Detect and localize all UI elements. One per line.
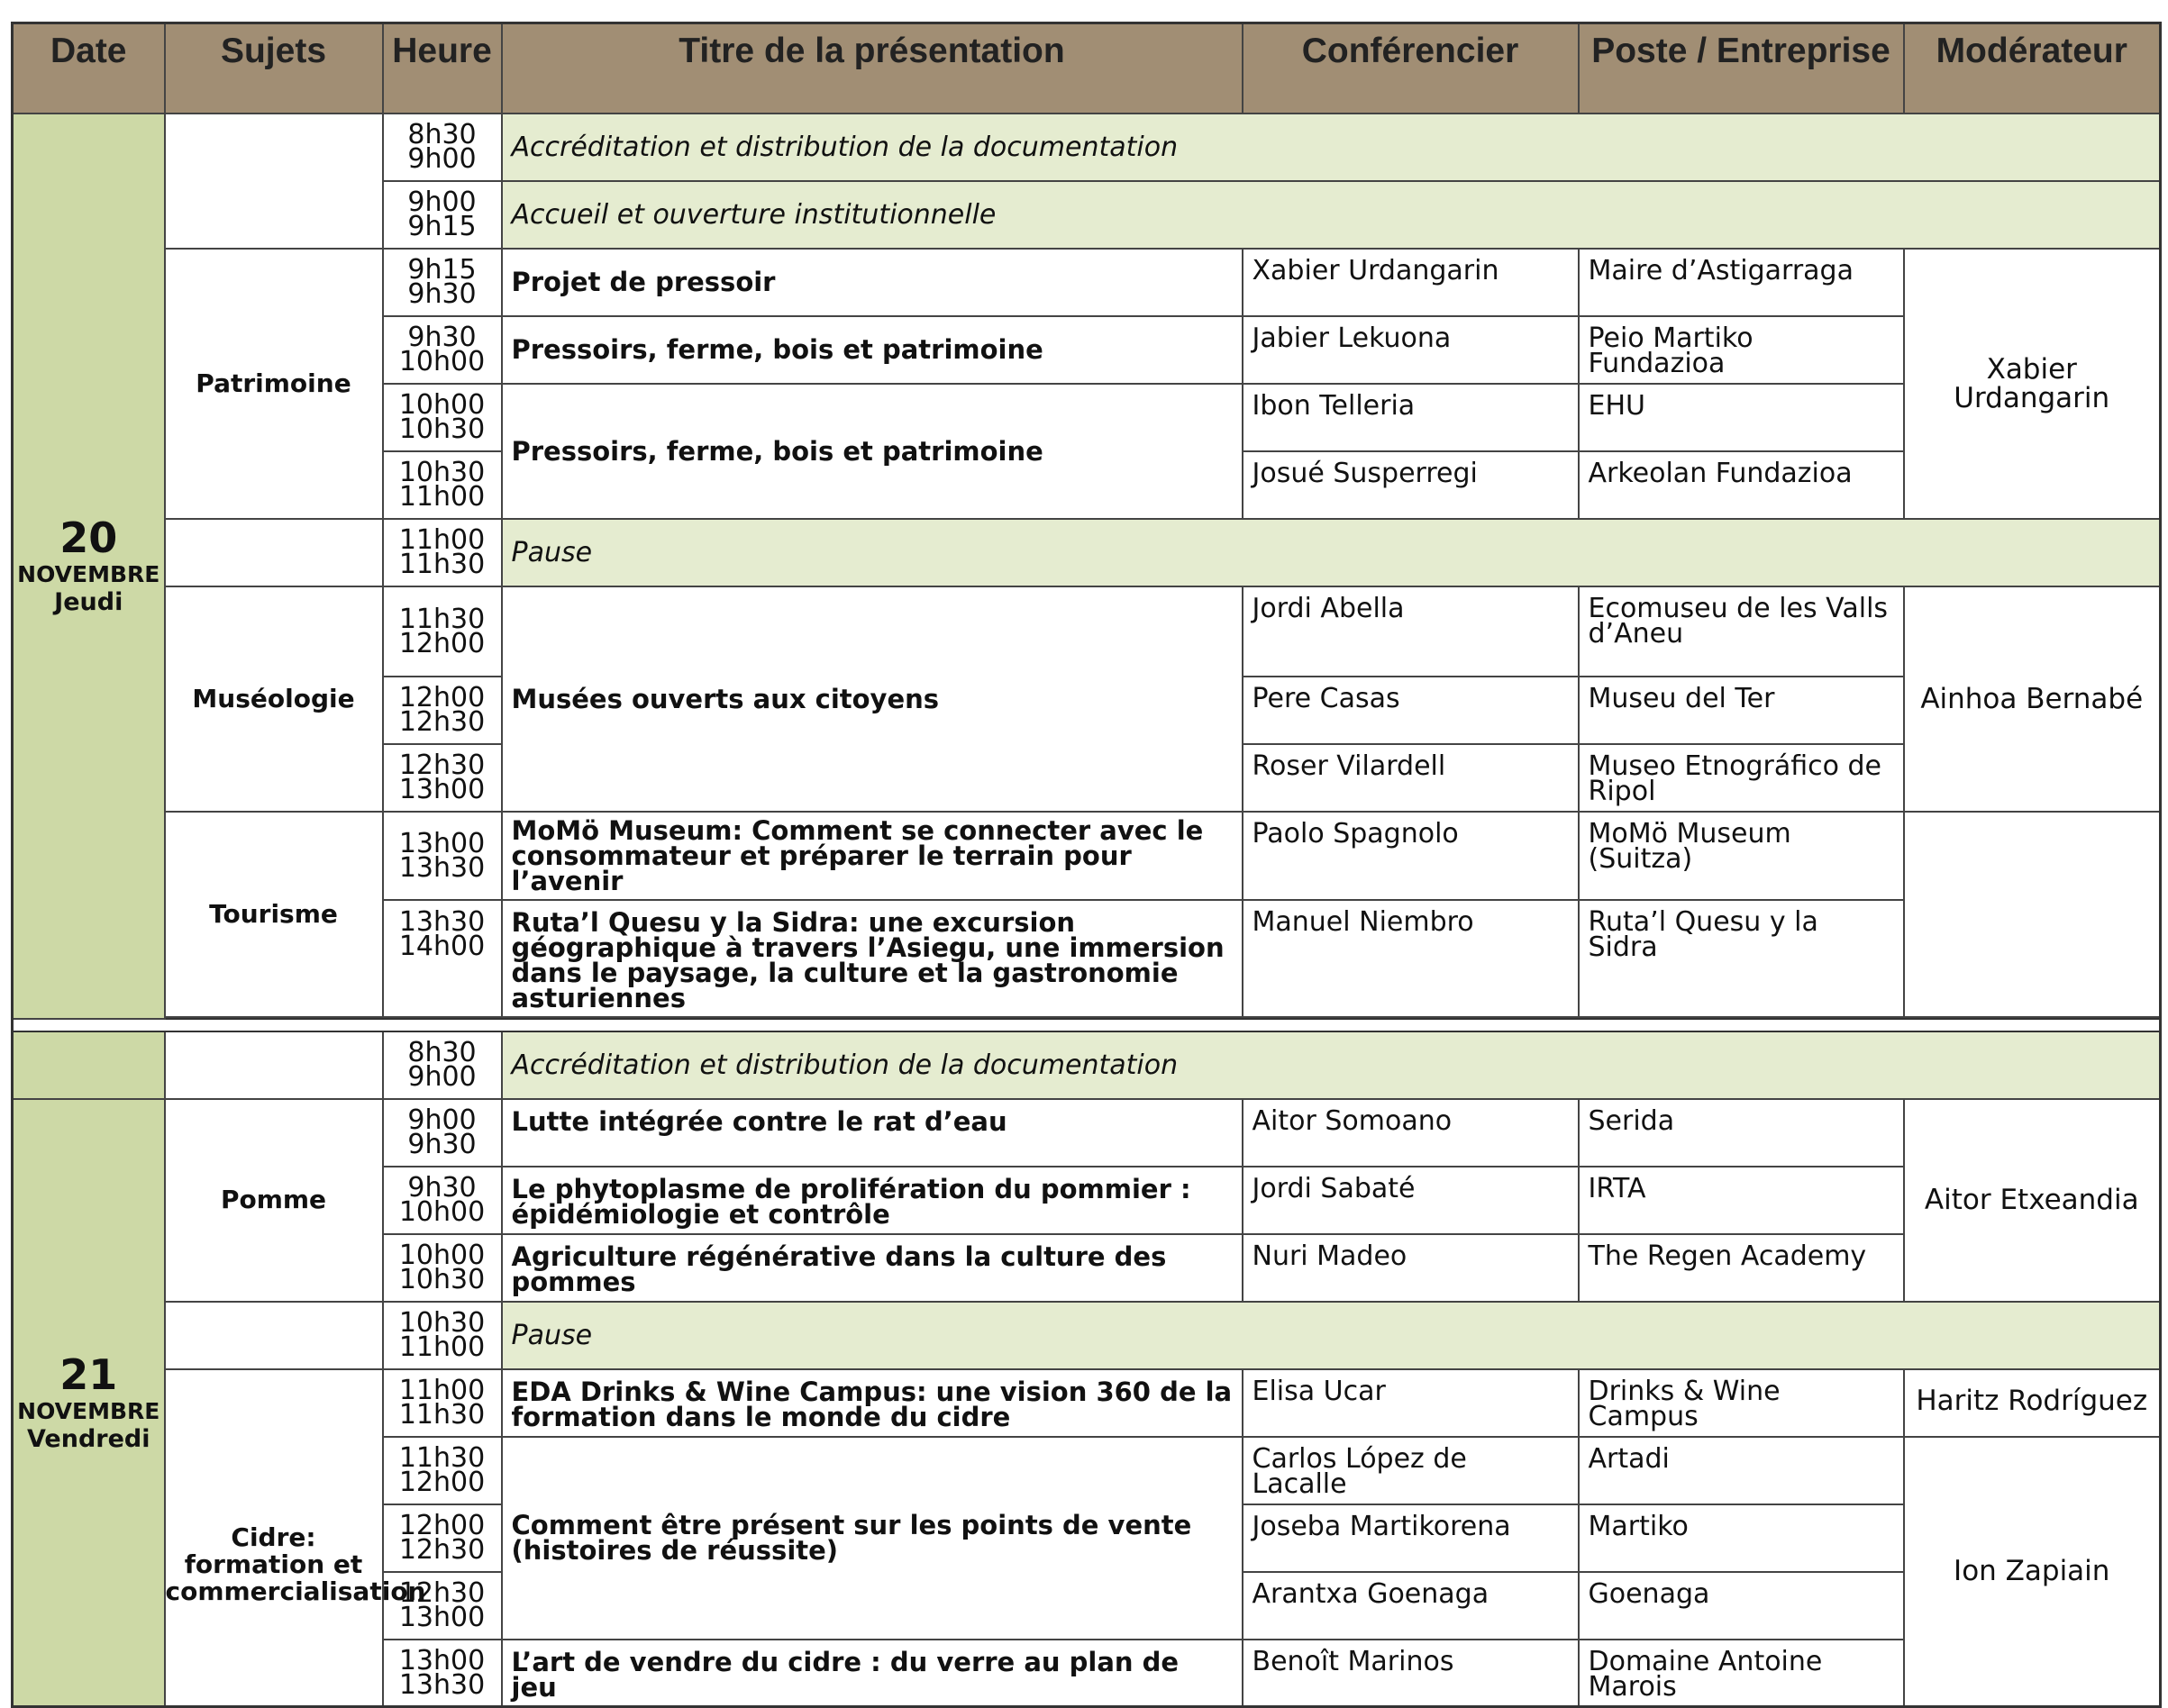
speaker-name: Nuri Madeo [1243,1234,1579,1302]
subject-empty [165,1031,383,1099]
session-title: Accréditation et distribution de la documentation [502,1031,2161,1099]
time-cell: 9h30 10h00 [383,1167,502,1234]
speaker-name: Jordi Abella [1243,586,1579,677]
time-cell: 11h00 11h30 [383,519,502,586]
time-cell: 12h00 12h30 [383,1504,502,1572]
table-row [13,1369,2161,1437]
time-cell: 9h30 10h00 [383,316,502,384]
speaker-position: Ecomuseu de les Valls d’Aneu [1579,586,1904,677]
time-cell: 12h30 13h00 [383,744,502,812]
speaker-position: Museo Etnográfico de Ripol [1579,744,1904,812]
header-date: Date [13,23,165,114]
speaker-name: Pere Casas [1243,677,1579,744]
day2-date-cell [13,1099,165,1707]
speaker-position: Artadi [1579,1437,1904,1504]
header-speaker: Conférencier [1243,23,1579,114]
speaker-position: The Regen Academy [1579,1234,1904,1302]
moderator-empty [1904,812,2161,1017]
time-cell: 13h00 13h30 [383,812,502,900]
day1-date-number: 20 [59,513,118,562]
speaker-name: Benoît Marinos [1243,1640,1579,1707]
schedule-wrapper [11,22,2159,1708]
presentation-title: Ruta’l Quesu y la Sidra: une excursion géographique à travers l’Asiegu, une immersion dans le paysage, la culture et la gastronomie asturiennes [502,900,1243,1017]
speaker-name: Manuel Niembro [1243,900,1579,1017]
presentation-title: Musées ouverts aux citoyens [502,586,1243,812]
moderator-name: Ion Zapiain [1904,1437,2161,1707]
time-cell: 9h15 9h30 [383,249,502,316]
presentation-title: Pressoirs, ferme, bois et patrimoine [502,384,1243,519]
time-cell: 10h00 10h30 [383,384,502,451]
speaker-position: Domaine Antoine Marois [1579,1640,1904,1707]
subject-empty [165,114,383,249]
speaker-position: Peio Martiko Fundazioa [1579,316,1904,384]
subject-pomme: Pomme [165,1099,383,1302]
table-row [13,114,2161,181]
day1-month: NOVEMBRE [17,561,160,587]
table-row [13,519,2161,586]
moderator-name: Xabier Urdangarin [1904,249,2161,519]
speaker-position: Drinks & Wine Campus [1579,1369,1904,1437]
table-row [13,1302,2161,1369]
presentation-title: Projet de pressoir [502,249,1243,316]
speaker-name: Ibon Telleria [1243,384,1579,451]
speaker-name: Elisa Ucar [1243,1369,1579,1437]
speaker-name: Josué Susperregi [1243,451,1579,519]
table-row [13,812,2161,900]
time-cell: 11h30 12h00 [383,1437,502,1504]
table-row [13,1031,2161,1099]
pause-label: Pause [502,519,2161,586]
speaker-position: Goenaga [1579,1572,1904,1640]
speaker-name: Jabier Lekuona [1243,316,1579,384]
speaker-position: Serida [1579,1099,1904,1167]
time-cell: 12h30 13h00 [383,1572,502,1640]
header-moderator: Modérateur [1904,23,2161,114]
time-cell: 10h30 11h00 [383,1302,502,1369]
day-separator [13,1019,2161,1031]
moderator-name: Ainhoa Bernabé [1904,586,2161,812]
moderator-name: Aitor Etxeandia [1904,1099,2161,1302]
header-time: Heure [383,23,502,114]
presentation-title: Agriculture régénérative dans la culture des pommes [502,1234,1243,1302]
presentation-title: L’art de vendre du cidre : du verre au plan de jeu [502,1640,1243,1707]
table-row [13,1099,2161,1167]
speaker-position: MoMö Museum (Suitza) [1579,812,1904,900]
presentation-title: Le phytoplasme de prolifération du pommier : épidémiologie et contrôle [502,1167,1243,1234]
time-cell: 8h30 9h00 [383,1031,502,1099]
time-cell: 9h00 9h30 [383,1099,502,1167]
time-cell: 8h30 9h00 [383,114,502,181]
time-cell: 13h00 13h30 [383,1640,502,1707]
subject-empty [165,519,383,586]
subject-cidre: Cidre: formation et commercialisation [165,1369,383,1707]
time-cell: 9h00 9h15 [383,181,502,249]
time-cell: 13h30 14h00 [383,900,502,1017]
table-row [13,586,2161,677]
day2-weekday: Vendredi [27,1424,150,1453]
subject-tourisme: Tourisme [165,812,383,1017]
speaker-name: Carlos López de Lacalle [1243,1437,1579,1504]
session-title: Accréditation et distribution de la documentation [502,114,2161,181]
time-cell: 11h30 12h00 [383,586,502,677]
speaker-position: Ruta’l Quesu y la Sidra [1579,900,1904,1017]
subject-museologie: Muséologie [165,586,383,812]
presentation-title: MoMö Museum: Comment se connecter avec le consommateur et préparer le terrain pour l’avenir [502,812,1243,900]
speaker-position: Arkeolan Fundazioa [1579,451,1904,519]
time-cell: 12h00 12h30 [383,677,502,744]
header-subjects: Sujets [165,23,383,114]
speaker-position: Museu del Ter [1579,677,1904,744]
pause-label: Pause [502,1302,2161,1369]
presentation-title: Lutte intégrée contre le rat d’eau [502,1099,1243,1167]
day1-weekday: Jeudi [54,588,123,616]
subject-patrimoine: Patrimoine [165,249,383,519]
session-title: Accueil et ouverture institutionnelle [502,181,2161,249]
time-cell: 11h00 11h30 [383,1369,502,1437]
table-row [13,249,2161,316]
moderator-name: Haritz Rodríguez [1904,1369,2161,1437]
subject-empty [165,1302,383,1369]
day2-month: NOVEMBRE [17,1397,160,1424]
speaker-name: Aitor Somoano [1243,1099,1579,1167]
presentation-title: Comment être présent sur les points de vente (histoires de réussite) [502,1437,1243,1640]
header-position: Poste / Entreprise [1579,23,1904,114]
presentation-title: Pressoirs, ferme, bois et patrimoine [502,316,1243,384]
day1-date-cell [13,114,165,1019]
speaker-name: Jordi Sabaté [1243,1167,1579,1234]
header-title: Titre de la présentation [502,23,1243,114]
time-cell: 10h00 10h30 [383,1234,502,1302]
day2-date-top [13,1031,165,1099]
program-table [11,22,2162,1708]
speaker-position: Martiko [1579,1504,1904,1572]
speaker-name: Xabier Urdangarin [1243,249,1579,316]
speaker-position: IRTA [1579,1167,1904,1234]
day2-date-number: 21 [59,1349,118,1399]
speaker-name: Paolo Spagnolo [1243,812,1579,900]
speaker-name: Roser Vilardell [1243,744,1579,812]
speaker-position: EHU [1579,384,1904,451]
speaker-name: Joseba Martikorena [1243,1504,1579,1572]
presentation-title: EDA Drinks & Wine Campus: une vision 360 de la formation dans le monde du cidre [502,1369,1243,1437]
header-row [13,23,2161,114]
speaker-position: Maire d’Astigarraga [1579,249,1904,316]
time-cell: 10h30 11h00 [383,451,502,519]
speaker-name: Arantxa Goenaga [1243,1572,1579,1640]
separator-cell [13,1019,2161,1031]
